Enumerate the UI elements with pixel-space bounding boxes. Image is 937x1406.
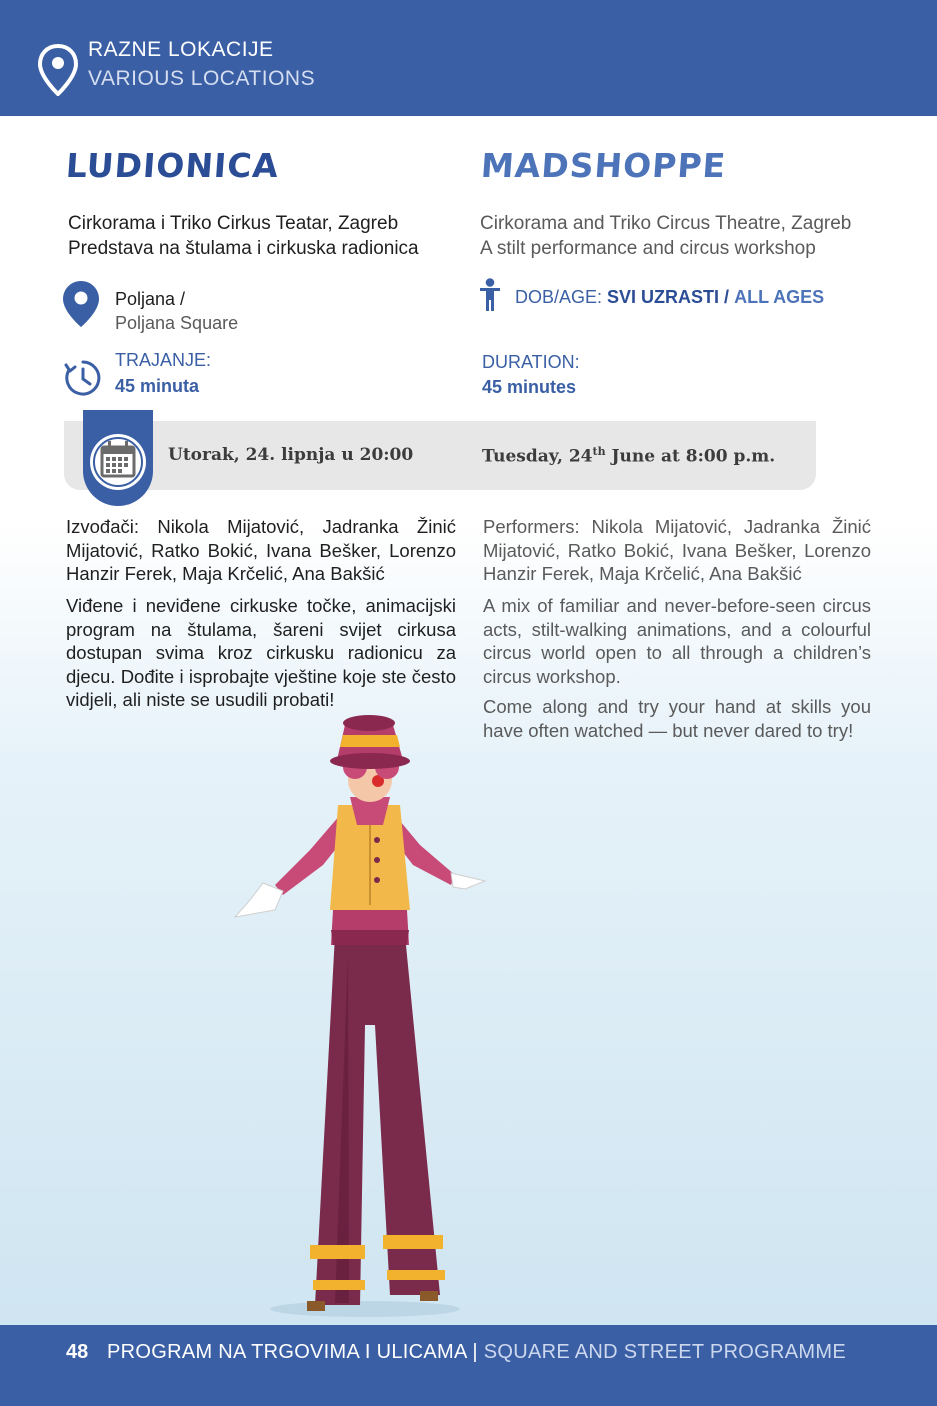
section-title-en: VARIOUS LOCATIONS [88,67,316,90]
date-bar [64,421,816,490]
location-en: Poljana Square [115,313,239,333]
age-label [515,287,824,308]
performers-hr: Izvođači: Nikola Mijatović, Jadranka Žinić Mijatović, Ratko Bokić, Ivana Bešker, Lorenzo Hanzir Ferek, Maja Krčelić, Ana Bakšić [66,516,456,584]
footer-section [107,1341,846,1364]
age-value-hr: SVI UZRASTI / [607,287,730,307]
event-title-hr: LUDIONICA [64,146,281,185]
header-bar [0,0,937,116]
person-icon [479,278,501,312]
body-en-1: A mix of familiar and never-before-seen circus acts, stilt-walking animations, and a colourful circus world open to all through a children’s circus workshop. [483,595,871,687]
duration-label-en: DURATION: [482,352,580,372]
duration-value-hr: 45 minuta [115,376,200,396]
description-hr: Predstava na štulama i cirkuska radionica [68,238,419,259]
calendar-icon [83,410,153,506]
age-value-en: ALL AGES [734,287,825,307]
date-en-day: Tuesday, 24 [482,446,593,467]
duration-label-hr: TRAJANJE: [115,350,212,370]
date-en [482,445,775,467]
organizer-en: Cirkorama and Triko Circus Theatre, Zagreb [480,213,852,234]
stilt-clown-illustration [215,705,505,1320]
performers-en: Performers: Nikola Mijatović, Jadranka Žinić Mijatović, Ratko Bokić, Ivana Bešker, Lorenzo Hanzir Ferek, Maja Krčelić, Ana Bakšić [483,516,871,584]
footer-section-en: SQUARE AND STREET PROGRAMME [483,1341,846,1363]
body-hr: Viđene i neviđene cirkuske točke, animacijski program na štulama, šareni svijet cirkusa dostupan svima kroz cirkusku radionicu za djecu. Dođite i isprobajte vještine koje ste često vidjeli, ali niste se usudili probati! [66,595,456,710]
date-en-rest: June at 8:00 p.m. [605,446,776,467]
page-number: 48 [66,1341,89,1363]
location-pin-icon [62,280,100,328]
footer-separator: | [472,1341,478,1363]
map-pin-icon [38,44,78,96]
footer-bar [0,1325,937,1406]
section-title-hr: RAZNE LOKACIJE [88,38,274,61]
event-title-en: MADSHOPPE [479,146,728,185]
date-en-suffix-sup: th [592,445,606,458]
age-label-text: DOB/AGE: [515,287,603,307]
clock-icon [64,359,102,397]
date-hr: Utorak, 24. lipnja u 20:00 [168,445,414,465]
organizer-hr: Cirkorama i Triko Cirkus Teatar, Zagreb [68,213,399,234]
body-en-2: Come along and try your hand at skills you have often watched — but never dared to try! [483,696,871,741]
footer-section-hr: PROGRAM NA TRGOVIMA I ULICAMA [107,1341,467,1363]
description-en: A stilt performance and circus workshop [480,238,816,259]
duration-value-en: 45 minutes [482,377,577,397]
location-hr: Poljana / [115,289,186,309]
